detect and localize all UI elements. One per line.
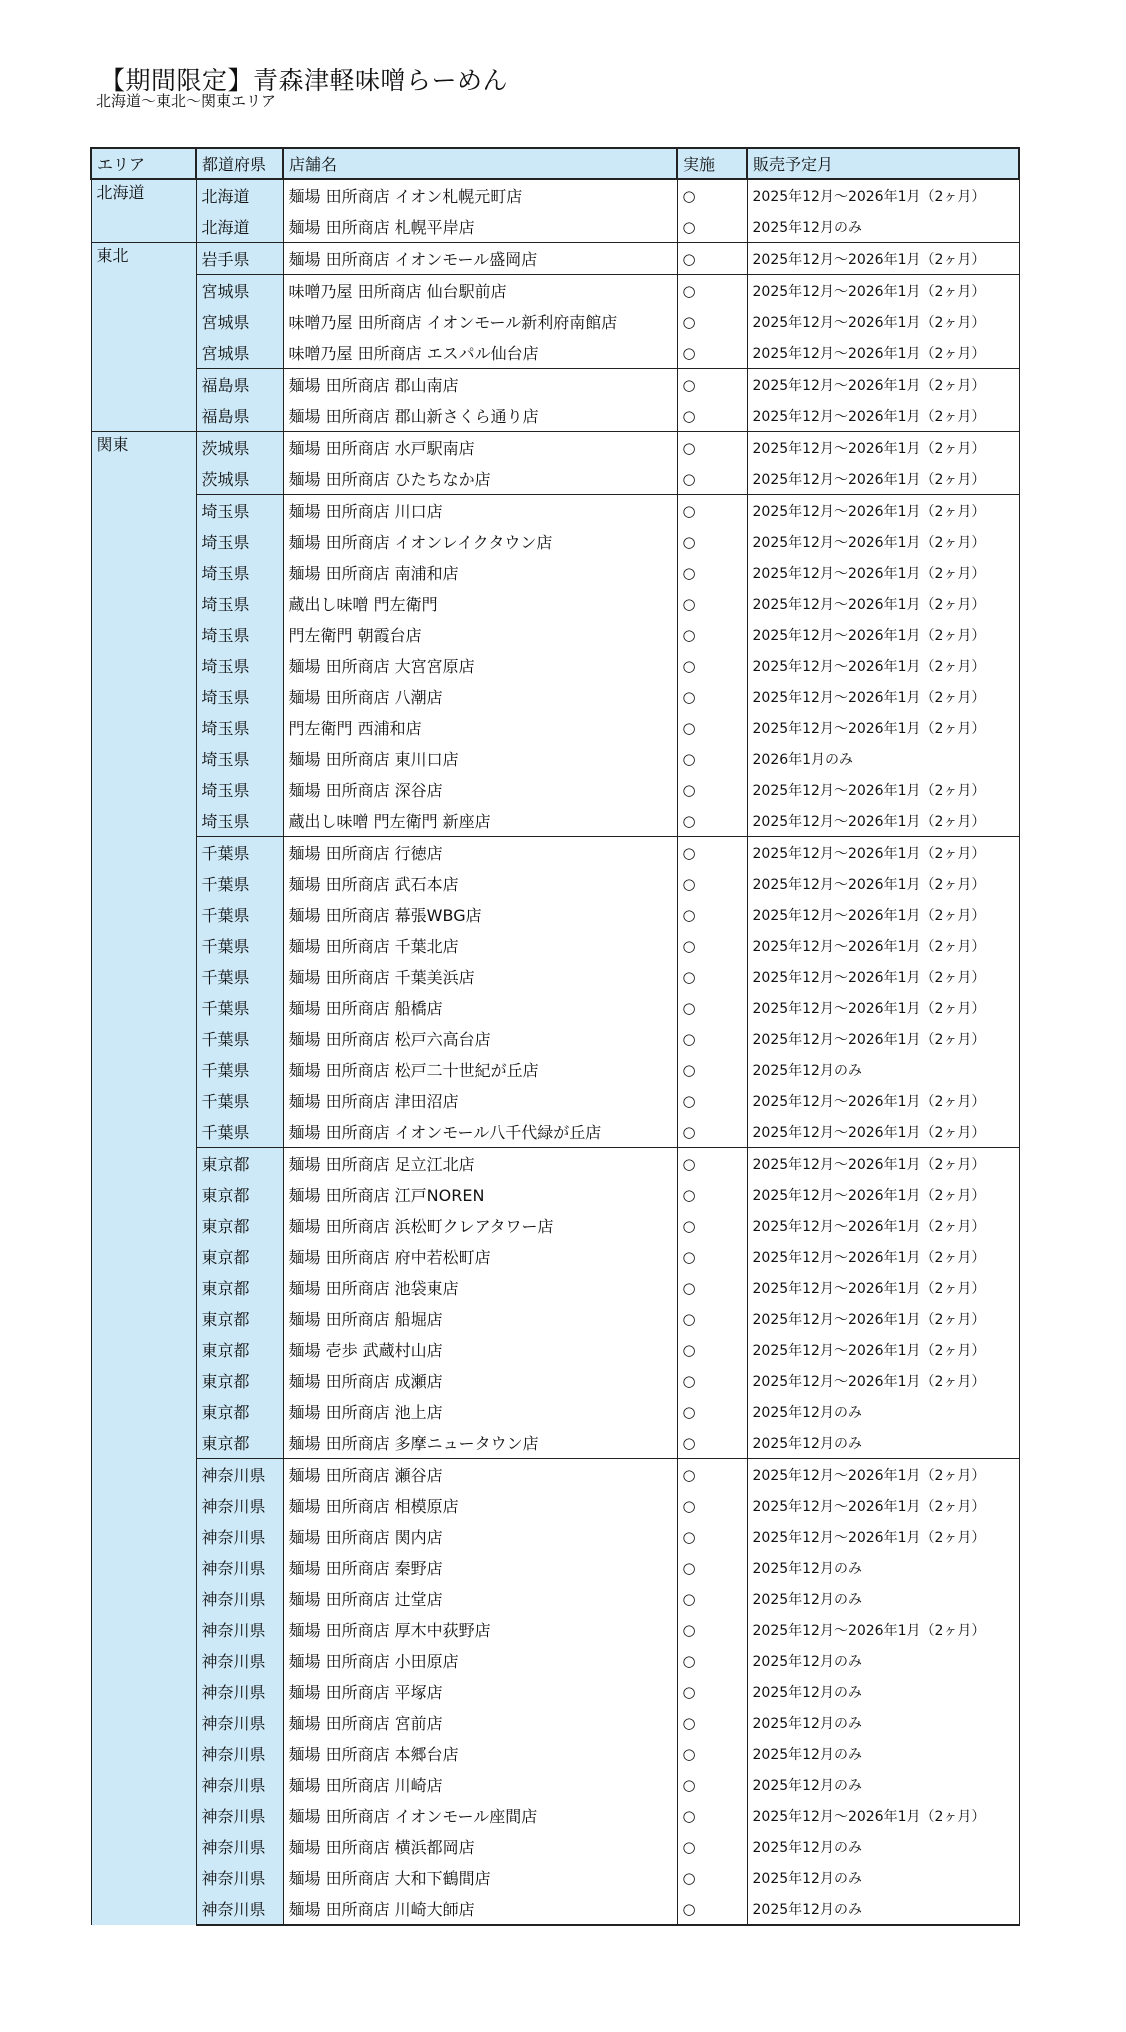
cell-sale-month: 2025年12月〜2026年1月（2ヶ月） — [747, 1459, 1019, 1491]
cell-implemented: ○ — [677, 179, 747, 211]
cell-prefecture: 北海道 — [196, 211, 283, 243]
cell-implemented: ○ — [677, 557, 747, 588]
cell-implemented: ○ — [677, 243, 747, 275]
cell-prefecture: 神奈川県 — [196, 1800, 283, 1831]
cell-sale-month: 2025年12月のみ — [747, 1676, 1019, 1707]
table-row — [91, 588, 1019, 619]
cell-store-name: 麺場 田所商店 千葉美浜店 — [283, 961, 677, 992]
cell-prefecture: 埼玉県 — [196, 774, 283, 805]
cell-store-name: 門左衛門 朝霞台店 — [283, 619, 677, 650]
cell-store-name: 麺場 田所商店 瀬谷店 — [283, 1459, 677, 1491]
table-row — [91, 1396, 1019, 1427]
cell-prefecture: 神奈川県 — [196, 1645, 283, 1676]
cell-implemented: ○ — [677, 1334, 747, 1365]
cell-sale-month: 2025年12月〜2026年1月（2ヶ月） — [747, 1490, 1019, 1521]
cell-prefecture: 茨城県 — [196, 463, 283, 495]
cell-implemented: ○ — [677, 1738, 747, 1769]
table-row — [91, 1893, 1019, 1925]
cell-sale-month: 2025年12月〜2026年1月（2ヶ月） — [747, 650, 1019, 681]
cell-sale-month: 2025年12月〜2026年1月（2ヶ月） — [747, 868, 1019, 899]
table-row — [91, 306, 1019, 337]
cell-area: 北海道 — [91, 179, 196, 243]
cell-implemented: ○ — [677, 1769, 747, 1800]
cell-implemented: ○ — [677, 837, 747, 869]
cell-implemented: ○ — [677, 1707, 747, 1738]
table-row — [91, 275, 1019, 307]
table-row — [91, 1583, 1019, 1614]
table-row — [91, 774, 1019, 805]
table-row — [91, 1614, 1019, 1645]
table-row — [91, 1738, 1019, 1769]
table-row — [91, 432, 1019, 464]
table-row — [91, 961, 1019, 992]
store-table — [90, 147, 1020, 1926]
cell-implemented: ○ — [677, 774, 747, 805]
cell-implemented: ○ — [677, 463, 747, 495]
cell-store-name: 味噌乃屋 田所商店 仙台駅前店 — [283, 275, 677, 307]
cell-sale-month: 2025年12月〜2026年1月（2ヶ月） — [747, 369, 1019, 401]
cell-store-name: 麺場 田所商店 大宮宮原店 — [283, 650, 677, 681]
cell-store-name: 麺場 田所商店 船堀店 — [283, 1303, 677, 1334]
table-row — [91, 1272, 1019, 1303]
table-row — [91, 650, 1019, 681]
table-row — [91, 712, 1019, 743]
cell-store-name: 麺場 田所商店 深谷店 — [283, 774, 677, 805]
table-row — [91, 992, 1019, 1023]
cell-sale-month: 2025年12月のみ — [747, 1427, 1019, 1459]
cell-sale-month: 2025年12月〜2026年1月（2ヶ月） — [747, 400, 1019, 432]
cell-sale-month: 2025年12月〜2026年1月（2ヶ月） — [747, 899, 1019, 930]
cell-store-name: 麺場 田所商店 大和下鶴間店 — [283, 1862, 677, 1893]
cell-prefecture: 埼玉県 — [196, 712, 283, 743]
cell-prefecture: 埼玉県 — [196, 650, 283, 681]
table-row — [91, 1707, 1019, 1738]
cell-sale-month: 2025年12月のみ — [747, 211, 1019, 243]
cell-sale-month: 2025年12月〜2026年1月（2ヶ月） — [747, 243, 1019, 275]
cell-prefecture: 東京都 — [196, 1148, 283, 1180]
cell-sale-month: 2025年12月〜2026年1月（2ヶ月） — [747, 588, 1019, 619]
cell-implemented: ○ — [677, 961, 747, 992]
cell-prefecture: 神奈川県 — [196, 1459, 283, 1491]
cell-store-name: 麺場 田所商店 松戸六高台店 — [283, 1023, 677, 1054]
cell-store-name: 門左衛門 西浦和店 — [283, 712, 677, 743]
cell-implemented: ○ — [677, 805, 747, 837]
cell-prefecture: 神奈川県 — [196, 1769, 283, 1800]
header-area: エリア — [91, 148, 196, 179]
cell-sale-month: 2025年12月〜2026年1月（2ヶ月） — [747, 961, 1019, 992]
cell-area: 関東 — [91, 432, 196, 1926]
table-row — [91, 557, 1019, 588]
cell-store-name: 麺場 田所商店 関内店 — [283, 1521, 677, 1552]
table-row — [91, 681, 1019, 712]
cell-prefecture: 神奈川県 — [196, 1521, 283, 1552]
cell-store-name: 麺場 田所商店 宮前店 — [283, 1707, 677, 1738]
cell-sale-month: 2025年12月のみ — [747, 1396, 1019, 1427]
table-row — [91, 1303, 1019, 1334]
cell-store-name: 麺場 田所商店 南浦和店 — [283, 557, 677, 588]
cell-store-name: 麺場 田所商店 秦野店 — [283, 1552, 677, 1583]
table-row — [91, 1427, 1019, 1459]
cell-prefecture: 東京都 — [196, 1427, 283, 1459]
cell-prefecture: 宮城県 — [196, 275, 283, 307]
cell-implemented: ○ — [677, 1116, 747, 1148]
table-row — [91, 1490, 1019, 1521]
cell-prefecture: 千葉県 — [196, 899, 283, 930]
cell-sale-month: 2025年12月のみ — [747, 1645, 1019, 1676]
cell-prefecture: 宮城県 — [196, 337, 283, 369]
cell-sale-month: 2025年12月〜2026年1月（2ヶ月） — [747, 1085, 1019, 1116]
cell-prefecture: 東京都 — [196, 1365, 283, 1396]
table-row — [91, 1148, 1019, 1180]
cell-sale-month: 2025年12月のみ — [747, 1893, 1019, 1925]
cell-implemented: ○ — [677, 1396, 747, 1427]
cell-implemented: ○ — [677, 588, 747, 619]
table-row — [91, 1179, 1019, 1210]
cell-prefecture: 神奈川県 — [196, 1862, 283, 1893]
cell-store-name: 麺場 田所商店 多摩ニュータウン店 — [283, 1427, 677, 1459]
cell-prefecture: 神奈川県 — [196, 1738, 283, 1769]
cell-prefecture: 埼玉県 — [196, 588, 283, 619]
table-row — [91, 868, 1019, 899]
cell-store-name: 麺場 田所商店 浜松町クレアタワー店 — [283, 1210, 677, 1241]
table-row — [91, 899, 1019, 930]
cell-prefecture: 埼玉県 — [196, 681, 283, 712]
cell-store-name: 麺場 田所商店 イオンモール八千代緑が丘店 — [283, 1116, 677, 1148]
cell-store-name: 麺場 田所商店 川崎店 — [283, 1769, 677, 1800]
table-header-row — [91, 148, 1019, 179]
cell-implemented: ○ — [677, 1303, 747, 1334]
cell-implemented: ○ — [677, 211, 747, 243]
cell-store-name: 麺場 田所商店 札幌平岸店 — [283, 211, 677, 243]
cell-sale-month: 2025年12月のみ — [747, 1862, 1019, 1893]
cell-store-name: 麺場 田所商店 ひたちなか店 — [283, 463, 677, 495]
cell-store-name: 蔵出し味噌 門左衛門 — [283, 588, 677, 619]
table-row — [91, 1365, 1019, 1396]
cell-area: 東北 — [91, 243, 196, 432]
cell-sale-month: 2025年12月〜2026年1月（2ヶ月） — [747, 1365, 1019, 1396]
cell-store-name: 麺場 田所商店 横浜都岡店 — [283, 1831, 677, 1862]
cell-store-name: 麺場 田所商店 水戸駅南店 — [283, 432, 677, 464]
cell-sale-month: 2025年12月〜2026年1月（2ヶ月） — [747, 1116, 1019, 1148]
cell-store-name: 麺場 田所商店 イオンレイクタウン店 — [283, 526, 677, 557]
cell-prefecture: 宮城県 — [196, 306, 283, 337]
cell-implemented: ○ — [677, 619, 747, 650]
cell-prefecture: 千葉県 — [196, 961, 283, 992]
cell-prefecture: 埼玉県 — [196, 526, 283, 557]
cell-implemented: ○ — [677, 992, 747, 1023]
cell-sale-month: 2025年12月のみ — [747, 1552, 1019, 1583]
cell-sale-month: 2025年12月〜2026年1月（2ヶ月） — [747, 1210, 1019, 1241]
cell-sale-month: 2025年12月〜2026年1月（2ヶ月） — [747, 1272, 1019, 1303]
cell-implemented: ○ — [677, 1179, 747, 1210]
cell-prefecture: 神奈川県 — [196, 1490, 283, 1521]
cell-store-name: 麺場 田所商店 相模原店 — [283, 1490, 677, 1521]
cell-prefecture: 千葉県 — [196, 1085, 283, 1116]
cell-store-name: 麺場 田所商店 イオン札幌元町店 — [283, 179, 677, 211]
cell-implemented: ○ — [677, 1583, 747, 1614]
cell-store-name: 麺場 壱歩 武蔵村山店 — [283, 1334, 677, 1365]
cell-implemented: ○ — [677, 1365, 747, 1396]
cell-sale-month: 2025年12月〜2026年1月（2ヶ月） — [747, 1334, 1019, 1365]
cell-store-name: 麺場 田所商店 幕張WBG店 — [283, 899, 677, 930]
cell-store-name: 麺場 田所商店 川崎大師店 — [283, 1893, 677, 1925]
table-row — [91, 1645, 1019, 1676]
cell-prefecture: 埼玉県 — [196, 495, 283, 527]
cell-implemented: ○ — [677, 1676, 747, 1707]
cell-sale-month: 2025年12月〜2026年1月（2ヶ月） — [747, 930, 1019, 961]
cell-sale-month: 2025年12月〜2026年1月（2ヶ月） — [747, 275, 1019, 307]
cell-prefecture: 埼玉県 — [196, 743, 283, 774]
cell-prefecture: 神奈川県 — [196, 1552, 283, 1583]
table-row — [91, 805, 1019, 837]
cell-implemented: ○ — [677, 1521, 747, 1552]
cell-store-name: 麺場 田所商店 本郷台店 — [283, 1738, 677, 1769]
table-row — [91, 211, 1019, 243]
cell-sale-month: 2025年12月〜2026年1月（2ヶ月） — [747, 179, 1019, 211]
cell-prefecture: 神奈川県 — [196, 1893, 283, 1925]
cell-implemented: ○ — [677, 306, 747, 337]
cell-sale-month: 2025年12月〜2026年1月（2ヶ月） — [747, 837, 1019, 869]
cell-prefecture: 福島県 — [196, 400, 283, 432]
table-row — [91, 1210, 1019, 1241]
cell-prefecture: 埼玉県 — [196, 619, 283, 650]
cell-implemented: ○ — [677, 1552, 747, 1583]
cell-sale-month: 2025年12月〜2026年1月（2ヶ月） — [747, 1148, 1019, 1180]
table-row — [91, 526, 1019, 557]
table-body — [91, 179, 1019, 1925]
table-row — [91, 930, 1019, 961]
cell-store-name: 麺場 田所商店 郡山新さくら通り店 — [283, 400, 677, 432]
cell-sale-month: 2025年12月〜2026年1月（2ヶ月） — [747, 1614, 1019, 1645]
table-row — [91, 337, 1019, 369]
cell-sale-month: 2025年12月〜2026年1月（2ヶ月） — [747, 712, 1019, 743]
cell-store-name: 麺場 田所商店 行徳店 — [283, 837, 677, 869]
cell-implemented: ○ — [677, 743, 747, 774]
cell-implemented: ○ — [677, 1023, 747, 1054]
cell-sale-month: 2025年12月〜2026年1月（2ヶ月） — [747, 463, 1019, 495]
cell-sale-month: 2025年12月〜2026年1月（2ヶ月） — [747, 992, 1019, 1023]
table-row — [91, 1241, 1019, 1272]
cell-sale-month: 2025年12月〜2026年1月（2ヶ月） — [747, 619, 1019, 650]
table-row — [91, 1116, 1019, 1148]
cell-sale-month: 2025年12月〜2026年1月（2ヶ月） — [747, 495, 1019, 527]
cell-store-name: 麺場 田所商店 川口店 — [283, 495, 677, 527]
cell-sale-month: 2025年12月のみ — [747, 1769, 1019, 1800]
cell-sale-month: 2025年12月〜2026年1月（2ヶ月） — [747, 681, 1019, 712]
cell-sale-month: 2025年12月〜2026年1月（2ヶ月） — [747, 1023, 1019, 1054]
cell-implemented: ○ — [677, 681, 747, 712]
cell-implemented: ○ — [677, 1148, 747, 1180]
cell-store-name: 麺場 田所商店 郡山南店 — [283, 369, 677, 401]
cell-implemented: ○ — [677, 337, 747, 369]
table-row — [91, 1023, 1019, 1054]
table-row — [91, 495, 1019, 527]
header-implemented: 実施 — [677, 148, 747, 179]
cell-sale-month: 2025年12月〜2026年1月（2ヶ月） — [747, 557, 1019, 588]
cell-prefecture: 東京都 — [196, 1179, 283, 1210]
cell-store-name: 麺場 田所商店 イオンモール盛岡店 — [283, 243, 677, 275]
table-row — [91, 463, 1019, 495]
cell-sale-month: 2025年12月〜2026年1月（2ヶ月） — [747, 337, 1019, 369]
cell-sale-month: 2025年12月〜2026年1月（2ヶ月） — [747, 526, 1019, 557]
page-title: 【期間限定】青森津軽味噌らーめん — [100, 65, 509, 95]
table-row — [91, 179, 1019, 211]
cell-implemented: ○ — [677, 1085, 747, 1116]
cell-implemented: ○ — [677, 1490, 747, 1521]
cell-implemented: ○ — [677, 1614, 747, 1645]
cell-store-name: 麺場 田所商店 府中若松町店 — [283, 1241, 677, 1272]
cell-implemented: ○ — [677, 1427, 747, 1459]
table-row — [91, 743, 1019, 774]
table-row — [91, 243, 1019, 275]
cell-store-name: 蔵出し味噌 門左衛門 新座店 — [283, 805, 677, 837]
page-subtitle: 北海道〜東北〜関東エリア — [96, 92, 277, 110]
header-sale-month: 販売予定月 — [747, 148, 1019, 179]
cell-prefecture: 東京都 — [196, 1272, 283, 1303]
cell-sale-month: 2025年12月〜2026年1月（2ヶ月） — [747, 1800, 1019, 1831]
cell-prefecture: 千葉県 — [196, 930, 283, 961]
cell-prefecture: 千葉県 — [196, 1116, 283, 1148]
table-row — [91, 837, 1019, 869]
cell-implemented: ○ — [677, 1272, 747, 1303]
cell-prefecture: 東京都 — [196, 1241, 283, 1272]
cell-prefecture: 埼玉県 — [196, 557, 283, 588]
cell-prefecture: 千葉県 — [196, 992, 283, 1023]
table-row — [91, 1769, 1019, 1800]
cell-sale-month: 2026年1月のみ — [747, 743, 1019, 774]
cell-implemented: ○ — [677, 650, 747, 681]
cell-prefecture: 東京都 — [196, 1334, 283, 1365]
cell-sale-month: 2025年12月〜2026年1月（2ヶ月） — [747, 306, 1019, 337]
cell-sale-month: 2025年12月のみ — [747, 1583, 1019, 1614]
cell-implemented: ○ — [677, 930, 747, 961]
cell-prefecture: 茨城県 — [196, 432, 283, 464]
cell-prefecture: 神奈川県 — [196, 1707, 283, 1738]
cell-sale-month: 2025年12月〜2026年1月（2ヶ月） — [747, 1179, 1019, 1210]
cell-implemented: ○ — [677, 526, 747, 557]
cell-sale-month: 2025年12月〜2026年1月（2ヶ月） — [747, 774, 1019, 805]
table-row — [91, 619, 1019, 650]
cell-implemented: ○ — [677, 1831, 747, 1862]
cell-store-name: 麺場 田所商店 千葉北店 — [283, 930, 677, 961]
table-row — [91, 400, 1019, 432]
cell-store-name: 麺場 田所商店 成瀬店 — [283, 1365, 677, 1396]
cell-prefecture: 北海道 — [196, 179, 283, 211]
cell-prefecture: 東京都 — [196, 1303, 283, 1334]
table-row — [91, 1334, 1019, 1365]
cell-prefecture: 千葉県 — [196, 837, 283, 869]
cell-store-name: 麺場 田所商店 江戸NOREN — [283, 1179, 677, 1210]
cell-implemented: ○ — [677, 1054, 747, 1085]
cell-prefecture: 東京都 — [196, 1396, 283, 1427]
cell-sale-month: 2025年12月のみ — [747, 1054, 1019, 1085]
cell-prefecture: 神奈川県 — [196, 1583, 283, 1614]
cell-prefecture: 神奈川県 — [196, 1676, 283, 1707]
cell-implemented: ○ — [677, 1800, 747, 1831]
cell-sale-month: 2025年12月〜2026年1月（2ヶ月） — [747, 1303, 1019, 1334]
cell-prefecture: 千葉県 — [196, 1054, 283, 1085]
header-prefecture: 都道府県 — [196, 148, 283, 179]
cell-store-name: 麺場 田所商店 東川口店 — [283, 743, 677, 774]
header-store-name: 店舗名 — [283, 148, 677, 179]
cell-sale-month: 2025年12月のみ — [747, 1831, 1019, 1862]
cell-store-name: 麺場 田所商店 松戸二十世紀が丘店 — [283, 1054, 677, 1085]
cell-prefecture: 岩手県 — [196, 243, 283, 275]
cell-sale-month: 2025年12月〜2026年1月（2ヶ月） — [747, 805, 1019, 837]
cell-implemented: ○ — [677, 1862, 747, 1893]
cell-sale-month: 2025年12月〜2026年1月（2ヶ月） — [747, 1241, 1019, 1272]
cell-store-name: 味噌乃屋 田所商店 イオンモール新利府南館店 — [283, 306, 677, 337]
cell-store-name: 麺場 田所商店 小田原店 — [283, 1645, 677, 1676]
cell-implemented: ○ — [677, 868, 747, 899]
table-row — [91, 1459, 1019, 1491]
cell-store-name: 麺場 田所商店 津田沼店 — [283, 1085, 677, 1116]
table-row — [91, 1676, 1019, 1707]
cell-store-name: 麺場 田所商店 平塚店 — [283, 1676, 677, 1707]
cell-implemented: ○ — [677, 432, 747, 464]
table-row — [91, 1054, 1019, 1085]
table-row — [91, 1552, 1019, 1583]
cell-implemented: ○ — [677, 400, 747, 432]
cell-store-name: 麺場 田所商店 船橋店 — [283, 992, 677, 1023]
cell-prefecture: 神奈川県 — [196, 1831, 283, 1862]
cell-sale-month: 2025年12月〜2026年1月（2ヶ月） — [747, 432, 1019, 464]
table-row — [91, 1800, 1019, 1831]
table-row — [91, 1862, 1019, 1893]
table-row — [91, 1085, 1019, 1116]
cell-sale-month: 2025年12月のみ — [747, 1738, 1019, 1769]
cell-implemented: ○ — [677, 1241, 747, 1272]
cell-sale-month: 2025年12月のみ — [747, 1707, 1019, 1738]
cell-store-name: 麺場 田所商店 八潮店 — [283, 681, 677, 712]
cell-store-name: 麺場 田所商店 池上店 — [283, 1396, 677, 1427]
cell-store-name: 麺場 田所商店 足立江北店 — [283, 1148, 677, 1180]
cell-implemented: ○ — [677, 1645, 747, 1676]
cell-prefecture: 福島県 — [196, 369, 283, 401]
cell-store-name: 味噌乃屋 田所商店 エスパル仙台店 — [283, 337, 677, 369]
cell-prefecture: 千葉県 — [196, 868, 283, 899]
cell-sale-month: 2025年12月〜2026年1月（2ヶ月） — [747, 1521, 1019, 1552]
table-row — [91, 369, 1019, 401]
cell-implemented: ○ — [677, 1210, 747, 1241]
cell-implemented: ○ — [677, 369, 747, 401]
cell-prefecture: 神奈川県 — [196, 1614, 283, 1645]
cell-prefecture: 千葉県 — [196, 1023, 283, 1054]
cell-implemented: ○ — [677, 712, 747, 743]
cell-store-name: 麺場 田所商店 池袋東店 — [283, 1272, 677, 1303]
cell-store-name: 麺場 田所商店 イオンモール座間店 — [283, 1800, 677, 1831]
cell-implemented: ○ — [677, 495, 747, 527]
cell-store-name: 麺場 田所商店 厚木中荻野店 — [283, 1614, 677, 1645]
cell-implemented: ○ — [677, 1459, 747, 1491]
cell-implemented: ○ — [677, 1893, 747, 1925]
cell-prefecture: 東京都 — [196, 1210, 283, 1241]
cell-store-name: 麺場 田所商店 武石本店 — [283, 868, 677, 899]
cell-prefecture: 埼玉県 — [196, 805, 283, 837]
table-row — [91, 1831, 1019, 1862]
cell-store-name: 麺場 田所商店 辻堂店 — [283, 1583, 677, 1614]
cell-implemented: ○ — [677, 899, 747, 930]
table-row — [91, 1521, 1019, 1552]
cell-implemented: ○ — [677, 275, 747, 307]
